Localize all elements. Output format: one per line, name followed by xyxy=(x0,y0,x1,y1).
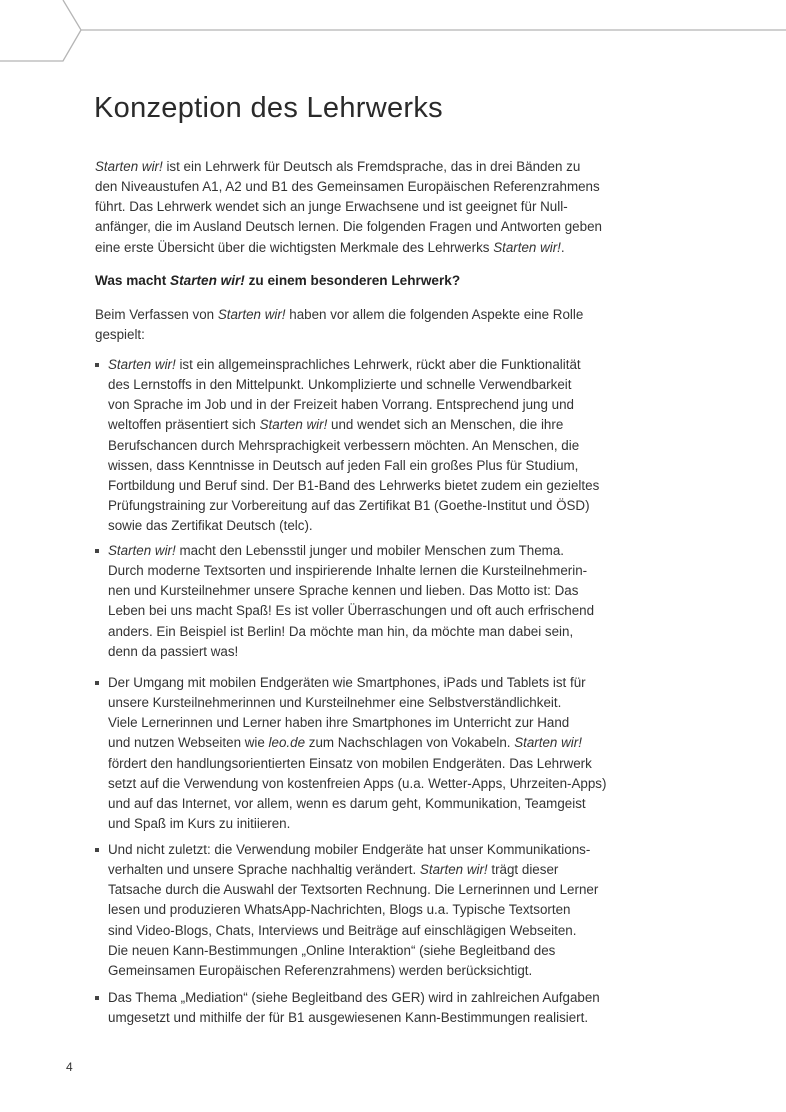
section-heading xyxy=(95,273,460,288)
text-line xyxy=(108,880,598,900)
text-run: Tatsache durch die Auswahl der Textsorten Rechnung. Die Lernerinnen und Lerner xyxy=(108,882,599,898)
text-run: des Lernstoffs in den Mittelpunkt. Unkomplizierte und schnelle Verwendbarkeit xyxy=(108,377,572,393)
text-run: Berufschancen durch Mehrsprachigkeit verbessern möchten. An Menschen, die xyxy=(108,437,580,453)
bullet-text xyxy=(108,541,594,662)
text-run: haben vor allem die folgenden Aspekte eine Rolle xyxy=(285,307,584,322)
italic-title-run: Starten wir! xyxy=(493,239,561,255)
text-line xyxy=(108,355,599,375)
text-run: Durch moderne Textsorten und inspirierende Inhalte lernen die Kursteilnehmerin- xyxy=(108,563,588,579)
text-run: weltoffen präsentiert sich xyxy=(108,417,260,433)
text-run: anfänger, die im Ausland Deutsch lernen. Die folgenden Fragen und Antworten geben xyxy=(95,219,602,235)
bullet-square-icon xyxy=(95,996,99,1000)
text-run: Die neuen Kann-Bestimmungen „Online Interaktion“ (siehe Begleitband des xyxy=(108,942,556,958)
text-run: führt. Das Lehrwerk wendet sich an junge Erwachsene und ist geeignet für Null- xyxy=(95,199,568,215)
bullet-text xyxy=(108,988,600,1028)
italic-title-run: Starten wir! xyxy=(108,543,176,558)
text-line xyxy=(108,733,606,753)
text-run: Was macht xyxy=(95,273,171,288)
text-line xyxy=(108,476,599,496)
text-line xyxy=(108,436,599,456)
page-title: Konzeption des Lehrwerks xyxy=(94,92,443,124)
italic-title-run: Starten wir! xyxy=(170,273,245,288)
text-line xyxy=(108,601,594,621)
intro-paragraph xyxy=(95,157,602,258)
text-line xyxy=(95,325,583,345)
section-heading-text xyxy=(95,273,460,288)
text-run: Und nicht zuletzt: die Verwendung mobiler Endgeräte hat unser Kommunikations- xyxy=(108,842,591,857)
text-line xyxy=(108,794,606,814)
bullet-text xyxy=(108,355,599,536)
text-line xyxy=(108,673,606,693)
text-run: und Spaß im Kurs zu initiieren. xyxy=(108,815,291,831)
bullet-square-icon xyxy=(95,848,99,852)
text-run: unsere Kursteilnehmerinnen und Kursteilnehmer eine Selbstverständlichkeit. xyxy=(108,695,562,711)
text-line xyxy=(108,395,599,415)
text-run: Prüfungstraining zur Vorbereitung auf das Zertifikat B1 (Goethe-Institut und ÖSD) xyxy=(108,497,590,513)
text-line xyxy=(108,961,598,981)
text-line xyxy=(108,375,599,395)
page-number: 4 xyxy=(66,1060,73,1074)
text-line xyxy=(108,456,599,476)
text-run: den Niveaustufen A1, A2 und B1 des Gemeinsamen Europäischen Referenzrahmens xyxy=(95,179,600,195)
text-line xyxy=(108,415,599,435)
text-line xyxy=(108,860,598,880)
italic-title-run: Starten wir! xyxy=(108,357,176,372)
text-line xyxy=(108,622,594,642)
bullet-square-icon xyxy=(95,681,99,685)
text-line xyxy=(108,713,606,733)
text-run: nen und Kursteilnehmer unsere Sprache kennen und lieben. Das Motto ist: Das xyxy=(108,583,579,599)
italic-title-run: Starten wir! xyxy=(419,862,488,878)
text-run: umgesetzt und mithilfe der für B1 ausgewiesenen Kann-Bestimmungen realisiert. xyxy=(108,1010,589,1026)
text-run: gespielt: xyxy=(95,327,145,343)
italic-title-run: Starten wir! xyxy=(95,159,163,174)
text-run: und wendet sich an Menschen, die ihre xyxy=(327,417,564,433)
text-line xyxy=(108,496,599,516)
text-run: . xyxy=(560,239,565,255)
header-rule-decoration xyxy=(0,0,786,70)
text-run: setzt auf die Verwendung von kostenfreien Apps (u.a. Wetter-Apps, Uhrzeiten-Apps) xyxy=(108,775,607,791)
bullet-square-icon xyxy=(95,549,99,553)
text-run: wissen, dass Kenntnisse in Deutsch auf jeden Fall ein großes Plus für Studium, xyxy=(108,457,579,473)
text-line xyxy=(108,1008,600,1028)
text-run: Leben bei uns macht Spaß! Es ist voller Überraschungen und oft auch erfrischend xyxy=(108,603,595,619)
text-run: ist ein Lehrwerk für Deutsch als Fremdsprache, das in drei Bänden zu xyxy=(162,159,581,174)
text-run: Viele Lernerinnen und Lerner haben ihre Smartphones im Unterricht zur Hand xyxy=(108,715,570,731)
text-line xyxy=(108,900,598,920)
italic-title-run: leo.de xyxy=(268,735,306,751)
text-line xyxy=(108,814,606,834)
text-run: trägt dieser xyxy=(487,862,559,878)
text-line xyxy=(108,642,594,662)
text-line xyxy=(108,774,606,794)
text-line xyxy=(95,157,602,177)
text-line xyxy=(95,177,602,197)
text-line xyxy=(108,941,598,961)
text-run: Der Umgang mit mobilen Endgeräten wie Smartphones, iPads und Tablets ist für xyxy=(108,675,586,690)
bullet-square-icon xyxy=(95,363,99,367)
bullet-text xyxy=(108,840,598,981)
text-line xyxy=(95,238,602,258)
text-line xyxy=(108,754,606,774)
italic-title-run: Starten wir! xyxy=(514,735,582,751)
text-line xyxy=(108,921,598,941)
text-run: Gemeinsamen Europäischen Referenzrahmens) werden berücksichtigt. xyxy=(108,962,533,978)
text-run: sowie das Zertifikat Deutsch (telc). xyxy=(108,518,313,534)
text-run: Das Thema „Mediation“ (siehe Begleitband des GER) wird in zahlreichen Aufgaben xyxy=(108,990,600,1005)
text-run: von Sprache im Job und in der Freizeit haben Vorrang. Entsprechend jung und xyxy=(108,397,574,413)
text-run: macht den Lebensstil junger und mobiler Menschen zum Thema. xyxy=(175,543,565,558)
italic-title-run: Starten wir! xyxy=(217,307,286,322)
text-line xyxy=(95,305,583,325)
text-line xyxy=(108,693,606,713)
text-line xyxy=(108,988,600,1008)
text-line xyxy=(108,561,594,581)
text-run: und auf das Internet, vor allem, wenn es darum geht, Kommunikation, Teamgeist xyxy=(108,795,586,811)
text-line xyxy=(95,217,602,237)
text-run: zu einem besonderen Lehrwerk? xyxy=(244,273,461,288)
text-run: zum Nachschlagen von Vokabeln. xyxy=(305,735,515,751)
lead-paragraph xyxy=(95,305,583,345)
text-run: fördert den handlungsorientierten Einsatz von mobilen Endgeräten. Das Lehrwerk xyxy=(108,755,592,771)
text-run: Fortbildung und Beruf sind. Der B1-Band des Lehrwerks bietet zudem ein gezieltes xyxy=(108,477,600,493)
text-line xyxy=(108,516,599,536)
text-run: denn da passiert was! xyxy=(108,643,239,659)
text-run: ist ein allgemeinsprachliches Lehrwerk, rückt aber die Funktionalität xyxy=(175,357,581,372)
text-line xyxy=(108,840,598,860)
text-line xyxy=(108,581,594,601)
text-line xyxy=(95,197,602,217)
text-run: verhalten und unsere Sprache nachhaltig verändert. xyxy=(108,862,420,878)
text-run: und nutzen Webseiten wie xyxy=(108,735,269,751)
text-run: sind Video-Blogs, Chats, Interviews und Beiträge auf einschlägigen Webseiten. xyxy=(108,922,577,938)
text-run: anders. Ein Beispiel ist Berlin! Da möchte man hin, da möchte man dabei sein, xyxy=(108,623,574,639)
text-run: Beim Verfassen von xyxy=(95,307,218,322)
bullet-text xyxy=(108,673,606,834)
italic-title-run: Starten wir! xyxy=(259,417,328,433)
text-run: eine erste Übersicht über die wichtigsten Merkmale des Lehrwerks xyxy=(95,239,494,255)
text-run: lesen und produzieren WhatsApp-Nachrichten, Blogs u.a. Typische Textsorten xyxy=(108,902,571,918)
text-line xyxy=(108,541,594,561)
